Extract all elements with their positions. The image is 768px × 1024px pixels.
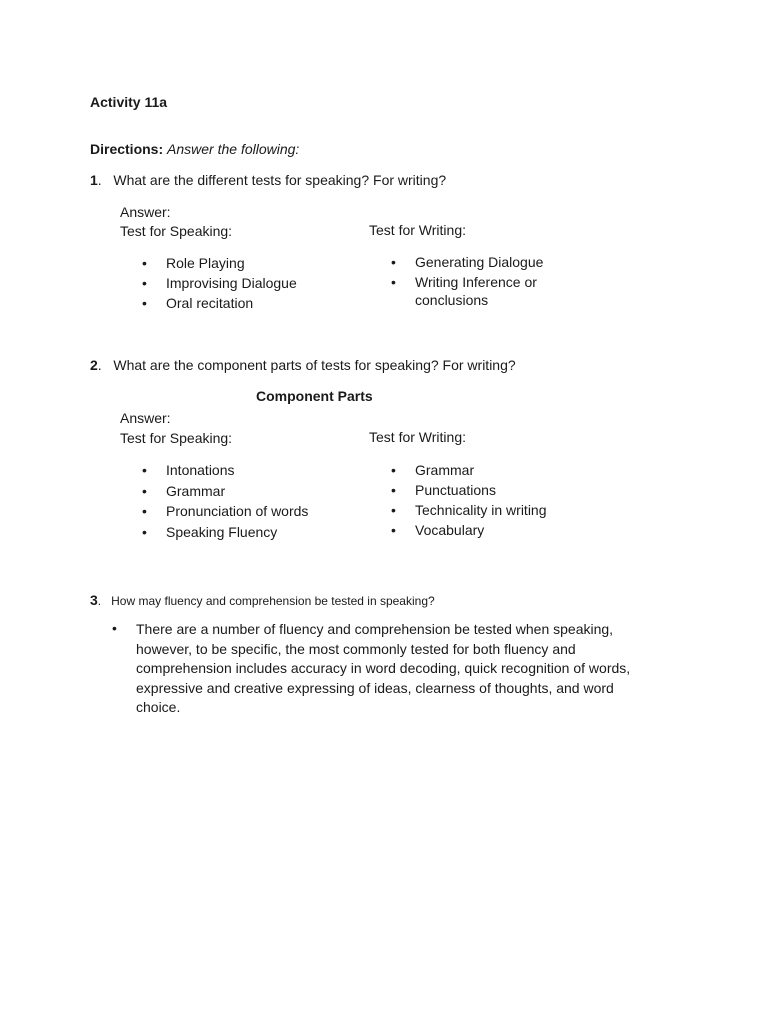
list-item: • Pronunciation of words [142, 501, 308, 522]
list-item: • Technicality in writing [391, 500, 547, 520]
list-item: • Improvising Dialogue [142, 273, 297, 293]
q2-writing-list [391, 460, 547, 540]
q1-speaking-list [142, 253, 297, 313]
directions-text: Answer the following: [167, 141, 300, 157]
writing-label: Test for Writing: [369, 222, 466, 238]
answer-label: Answer: [120, 410, 171, 426]
list-item: • Role Playing [142, 253, 297, 273]
page-title: Activity 11a [90, 94, 168, 110]
q1-writing-list [391, 253, 543, 292]
list-item: • Vocabulary [391, 520, 547, 540]
answer-line: however, to be specific, the most commonly tested for both fluency and [136, 640, 576, 657]
question-text: What are the different tests for speaking? For writing? [113, 172, 447, 188]
question-number: 3 [90, 592, 98, 608]
question-3: 3. How may fluency and comprehension be tested in speaking? [90, 592, 435, 608]
list-item: • Writing Inference or [391, 273, 543, 293]
directions-label: Directions: [90, 141, 164, 157]
list-item: • Oral recitation [142, 293, 297, 313]
list-item: • Grammar [391, 460, 547, 480]
section-heading: Component Parts [256, 388, 373, 404]
list-item-continuation: conclusions [415, 292, 489, 308]
question-2: 2. What are the component parts of tests for speaking? For writing? [90, 357, 516, 373]
answer-bullet: • [112, 620, 117, 636]
question-text: What are the component parts of tests for speaking? For writing? [113, 357, 516, 373]
answer-line: There are a number of fluency and comprehension be tested when speaking, [136, 621, 614, 637]
writing-label: Test for Writing: [369, 429, 466, 445]
list-item: • Intonations [142, 460, 308, 481]
speaking-label: Test for Speaking: [120, 430, 233, 446]
question-number: 1 [90, 172, 98, 188]
q3-answer [136, 620, 630, 718]
answer-line: expressive and creative expressing of ideas, clearness of thoughts, and word [136, 679, 614, 696]
list-item: • Generating Dialogue [391, 253, 543, 273]
question-number: 2 [90, 357, 98, 373]
answer-line: comprehension includes accuracy in word decoding, quick recognition of words, [136, 660, 631, 676]
directions-line [90, 141, 299, 157]
q2-speaking-list [142, 460, 308, 542]
list-item: • Punctuations [391, 480, 547, 500]
speaking-label: Test for Speaking: [120, 223, 233, 239]
answer-label: Answer: [120, 204, 171, 220]
question-1: 1. What are the different tests for speaking? For writing? [90, 172, 447, 188]
list-item: • Grammar [142, 481, 308, 502]
answer-line: choice. [136, 699, 181, 715]
list-item: • Speaking Fluency [142, 522, 308, 543]
question-text: How may fluency and comprehension be tested in speaking? [111, 594, 435, 608]
